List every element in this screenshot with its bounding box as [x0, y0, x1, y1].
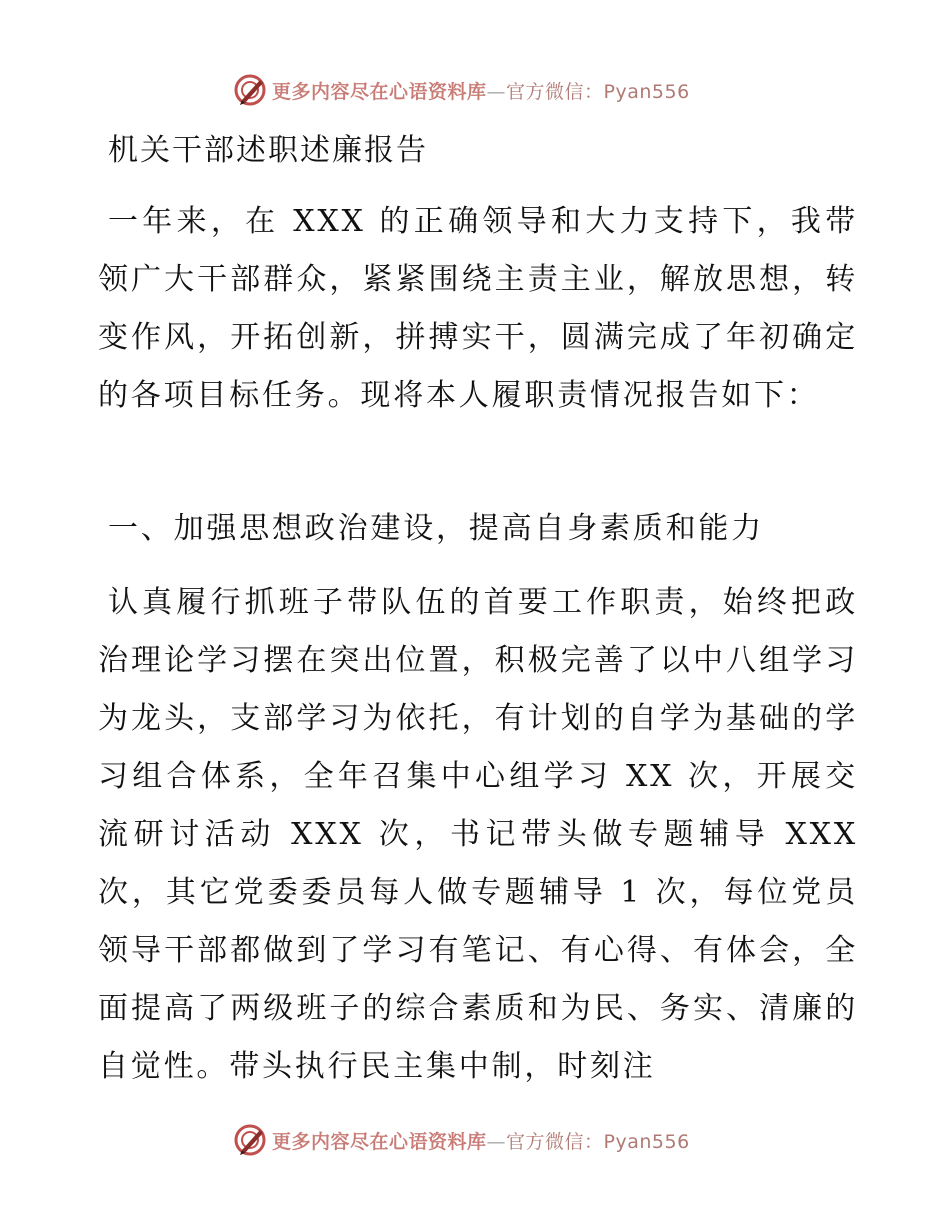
watermark-footer — [232, 1122, 690, 1158]
pen-logo-icon — [232, 72, 268, 108]
watermark-account-text: 官方微信：Pyan556 — [506, 80, 690, 103]
watermark-account-text: 官方微信：Pyan556 — [506, 1130, 690, 1153]
watermark-separator: — — [486, 1130, 507, 1153]
document-title: 机关干部述职述廉报告 — [108, 133, 428, 168]
watermark-header — [232, 72, 690, 108]
intro-paragraph: 一年来，在 XXX 的正确领导和大力支持下，我带领广大干部群众，紧紧围绕主责主业，解放思想，转变作风，开拓创新，拼搏实干，圆满完成了年初确定的各项目标任务。现将本人履职责情况报告如下： — [98, 204, 858, 413]
watermark-lead-text: 更多内容尽在心语资料库 — [272, 1130, 487, 1153]
pen-logo-icon — [232, 1122, 268, 1158]
watermark-separator: — — [486, 80, 507, 103]
section-heading: 一、加强思想政治建设，提高自身素质和能力 — [108, 511, 764, 546]
watermark-lead-text: 更多内容尽在心语资料库 — [272, 80, 487, 103]
section-body-paragraph: 认真履行抓班子带队伍的首要工作职责，始终把政治理论学习摆在突出位置，积极完善了以中八组学习为龙头，支部学习为依托，有计划的自学为基础的学习组合体系，全年召集中心组学习 XX 次，开展交流研讨活动 XXX 次，书记带头做专题辅导 XXX 次，其它党委委员每人做专题辅导 1 次，每位党员领导干部都做到了学习有笔记、有心得、有体会，全面提高了两级班子的综合素质和为民、务实、清廉的自觉性。带头执行民主集中制，时刻注 — [98, 585, 858, 1084]
